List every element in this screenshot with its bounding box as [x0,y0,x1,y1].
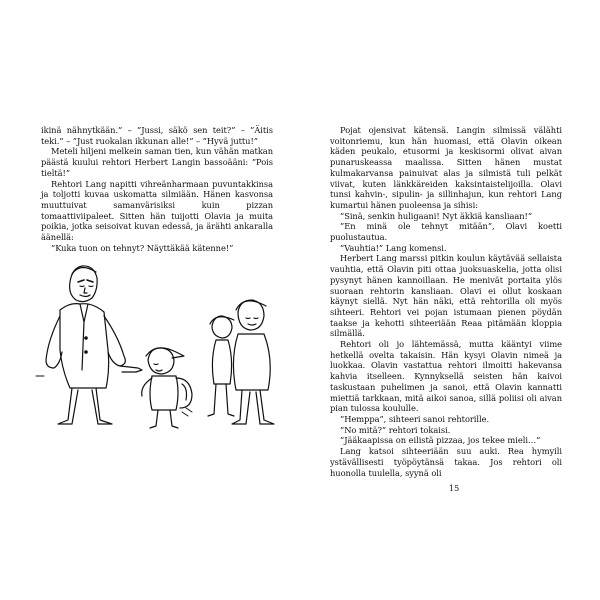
paragraph: ”Hemppa”, sihteeri sanoi rehtorille. [340,413,490,424]
paragraph: ”Jääkaapissa on eilistä pizzaa, jos tekee mieli…” [340,435,541,446]
right-page [300,0,600,600]
illustration-principal-and-boys [0,260,300,430]
paragraph: ”Sinä, senkin huligaani! Nyt äkkiä kansliaan!” [340,210,533,221]
paragraph: Pojat ojensivat kätensä. Langin silmissä välähti voitonriemu, kun hän huomasi, että Olavin oikean käden peukalo, etusormi ja keskisormi olivat aivan punaruskeassa maalissa. Sitten hänen mustat kulmakarvansa painuivat alas ja silmistä tuli pelkät viivat, kuten länkkäreiden kaksintaistelijoilla. Olavi tunsi kahvin-, sipulin- ja sillinhajun, kun rehtori Lang kumartui hänen puoleensa ja sihisi: [330,125,562,210]
boy-right-2-figure [232,300,274,424]
paragraph: Rehtori oli jo lähtemässä, mutta kääntyi viime hetkellä ovelta takaisin. Hän kysyi Olavin nimeä ja luokkaa. Olavin vastattua rehtori ilmoitti hakevansa kahvia itselleen. Kynnyksellä seisten hän kaivoi taskustaan puhelimen ja sanoi, että Olavin kannatti miettiä tarkkaan, mitä aikoi sanoa, sillä poliisi oli aivan pian tulossa koululle. [330,339,562,414]
paragraph: Rehtori Lang napitti vihreänharmaan puvuntakkinsa ja toljotti kuvaa uskomatta silmiään. Hänen kasvonsa muuttuivat samanvärisiksi kuin pizzan tomaattiviipaleet. Sitten hän tuijotti Olavia ja muita poikia, jotka seisoivat kuvan edessä, ja ärähti ankaralla äänellä: [41,178,273,243]
paragraph: Meteli hiljeni melkein saman tien, kun vähän matkan päästä kuului rehtori Herbert Langin bassoääni: ”Pois tieltä!” [41,146,273,178]
boy-right-1-figure [208,316,234,416]
page-number: 15 [449,484,460,493]
paragraph: ikinä nähnytkään.” – ”Jussi, säkö sen teit?” – ”Äitis teki.” – ”Just ruokalan ikkunan alle!” – ”Hyvä juttu!” [41,125,273,146]
principal-figure [46,266,142,424]
right-page-text [330,125,562,478]
paragraph: Herbert Lang marssi pitkin koulun käytävää sellaista vauhtia, että Olavin piti ottaa juoksuaskelia, jotta olisi pysynyt hänen kannoillaan. He menivät portaita ylös suoraan rehtorin kansliaan. Olavi ei ollut koskaan käynyt siellä. Nyt hän näki, että rehtorilla oli myös sihteeri. Rehtori vei pojan istumaan pienen pöydän taakse ja kehotti sihteeriään Reaa pitämään kloppia silmällä. [330,253,562,339]
paragraph: ”Vauhtia!” Lang komensi. [340,242,447,253]
paragraph: ”En minä ole tehnyt mitään”, Olavi koetti puolustautua. [330,221,562,243]
boy-olavi-figure [142,348,192,428]
left-page-text [41,125,273,253]
paragraph: ”No mitä?” rehtori tokaisi. [340,424,451,435]
paragraph: Lang katsoi sihteeriään suu auki. Rea hymyili ystävällisesti työpöytänsä takaa. Jos rehtori oli huonolla tuulella, syynä oli [330,446,562,478]
paragraph: ”Kuka tuon on tehnyt? Näyttäkää kätenne!” [51,242,234,253]
